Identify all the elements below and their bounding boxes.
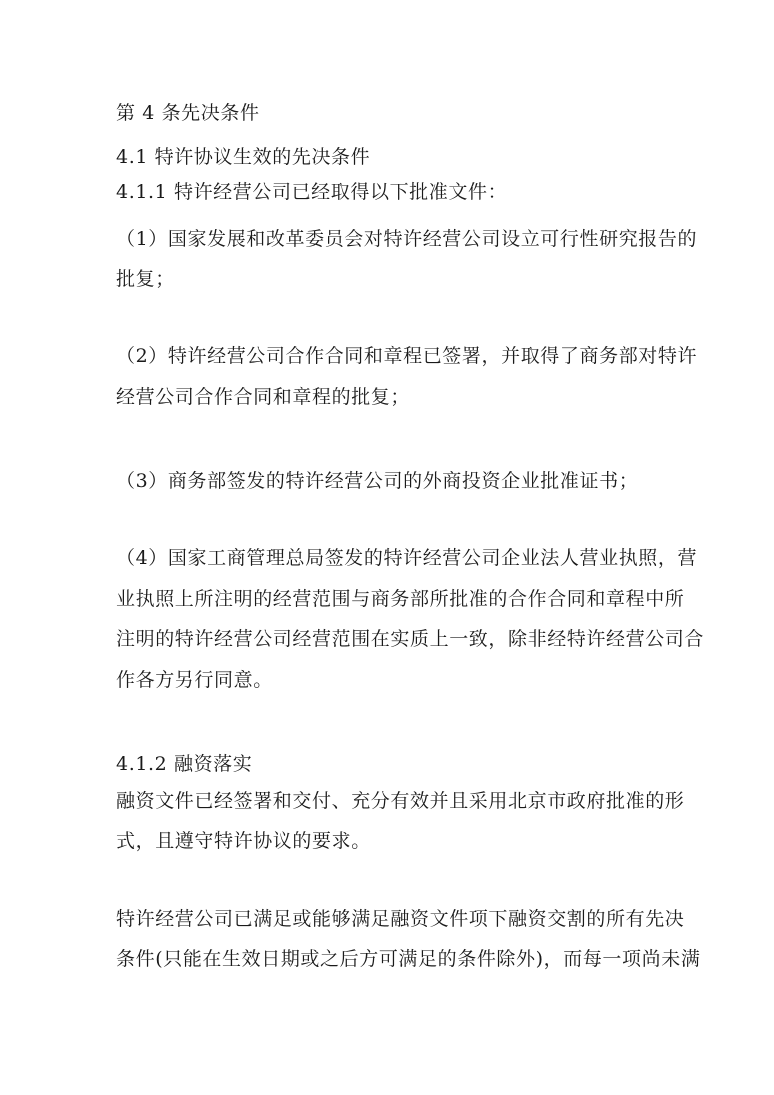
paragraph-line: 注明的特许经营公司经营范围在实质上一致，除非经特许经营公司合 (116, 628, 705, 650)
paragraph-line: 经营公司合作合同和章程的批复； (116, 386, 411, 408)
paragraph-line: （3）商务部签发的特许经营公司的外商投资企业批准证书； (116, 470, 639, 492)
paragraph-line: （2）特许经营公司合作合同和章程已签署，并取得了商务部对特许 (116, 345, 698, 367)
section-heading-4-1: 4.1 特许协议生效的先决条件 (116, 146, 371, 168)
subsection-heading-4-1-2: 4.1.2 融资落实 (116, 753, 253, 775)
article-heading: 第 4 条先决条件 (116, 102, 260, 124)
paragraph-line: （4）国家工商管理总局签发的特许经营公司企业法人营业执照，营 (116, 547, 698, 569)
paragraph-line: 特许经营公司已满足或能够满足融资文件项下融资交割的所有先决 (116, 908, 685, 930)
paragraph-line: 业执照上所注明的经营范围与商务部所批准的合作合同和章程中所 (116, 588, 685, 610)
paragraph-line: 条件(只能在生效日期或之后方可满足的条件除外)，而每一项尚未满 (116, 948, 701, 970)
paragraph-line: 作各方另行同意。 (116, 669, 273, 691)
paragraph-line: 式，且遵守特许协议的要求。 (116, 830, 371, 852)
paragraph-line: 批复； (116, 268, 175, 290)
paragraph-line: 融资文件已经签署和交付、充分有效并且采用北京市政府批准的形 (116, 790, 685, 812)
subsection-heading-4-1-1: 4.1.1 特许经营公司已经取得以下批准文件： (116, 181, 508, 203)
paragraph-line: （1）国家发展和改革委员会对特许经营公司设立可行性研究报告的 (116, 228, 698, 250)
